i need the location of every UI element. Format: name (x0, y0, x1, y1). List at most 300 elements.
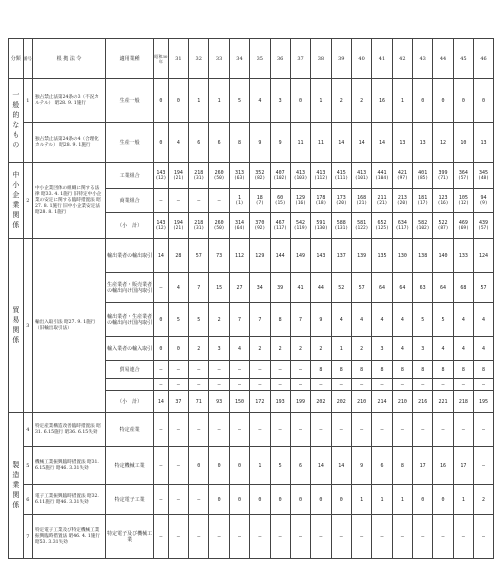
value-count: 93 (216, 398, 223, 405)
year-value (433, 413, 453, 447)
value-count: — (197, 197, 201, 204)
year-value (168, 337, 188, 361)
value-count: 0 (278, 496, 282, 503)
value-count: 1 (197, 97, 201, 104)
year-value (453, 485, 473, 515)
value-count: 413 (357, 169, 367, 176)
value-count: — (197, 496, 201, 503)
header-year: 37 (290, 39, 310, 79)
value-count: 439 (479, 219, 489, 226)
year-value (250, 447, 270, 485)
year-value (474, 79, 494, 123)
value-count: 591 (316, 219, 326, 226)
value-count: 1 (400, 496, 404, 503)
value-count: 57 (480, 284, 487, 291)
year-value (372, 413, 392, 447)
value-count: 1 (360, 496, 364, 503)
year-value (290, 79, 310, 123)
year-value (331, 79, 351, 123)
value-count: 5 (197, 316, 201, 323)
year-value (189, 303, 209, 337)
value-count: — (258, 381, 262, 388)
year-value (392, 337, 412, 361)
value-count: — (441, 426, 445, 433)
value-count: — (176, 381, 180, 388)
year-value (290, 163, 310, 189)
value-count: — (441, 381, 445, 388)
value-count: 12 (440, 139, 447, 146)
year-value (209, 303, 229, 337)
value-count: — (441, 533, 445, 540)
value-subcount: (101) (354, 175, 369, 181)
year-value (413, 189, 433, 213)
year-value (270, 189, 290, 213)
year-value (372, 515, 392, 559)
value-count: 52 (338, 284, 345, 291)
value-count: — (421, 381, 425, 388)
year-value (290, 273, 310, 303)
year-value (413, 273, 433, 303)
value-count: 0 (482, 97, 486, 104)
year-value (351, 361, 371, 379)
year-value (270, 303, 290, 337)
year-value (311, 273, 331, 303)
year-value (433, 337, 453, 361)
value-count: — (319, 381, 323, 388)
value-count: 181 (418, 194, 428, 201)
header-year: 34 (229, 39, 249, 79)
year-value (372, 273, 392, 303)
value-count: — (482, 462, 486, 469)
value-count: 8 (380, 366, 384, 373)
year-value (413, 361, 433, 379)
year-value (392, 485, 412, 515)
value-count: — (237, 533, 241, 540)
year-value (331, 163, 351, 189)
year-value (351, 391, 371, 413)
year-value (290, 485, 310, 515)
industry-type: 商業組合 (106, 189, 154, 213)
value-count: 218 (194, 219, 204, 226)
industry-type: （小 計） (106, 391, 154, 413)
value-count: — (482, 381, 486, 388)
year-value (413, 447, 433, 485)
value-count: 8 (237, 139, 241, 146)
value-count: 71 (195, 398, 202, 405)
value-count: — (380, 533, 384, 540)
value-count: 41 (297, 284, 304, 291)
year-value (168, 515, 188, 559)
value-count: — (159, 197, 163, 204)
value-count: 4 (258, 97, 262, 104)
year-value (209, 391, 229, 413)
year-value (413, 413, 433, 447)
year-value (209, 361, 229, 379)
value-count: 415 (336, 169, 346, 176)
year-value (189, 337, 209, 361)
year-value (189, 273, 209, 303)
year-value (311, 413, 331, 447)
year-value (392, 413, 412, 447)
value-count: 172 (255, 398, 265, 405)
year-value (229, 79, 249, 123)
value-subcount: (69) (457, 225, 469, 231)
law-reference: 特定電子工業及び特定機械工業振興臨時措置法 昭46. 4. 1施行 昭53. 3.31失効 (33, 515, 106, 559)
value-count: — (237, 426, 241, 433)
year-value (209, 485, 229, 515)
value-count: 68 (460, 284, 467, 291)
year-value (229, 413, 249, 447)
value-count: 441 (377, 169, 387, 176)
value-count: 5 (237, 97, 241, 104)
year-value (331, 239, 351, 273)
header-year: 40 (351, 39, 371, 79)
year-value (453, 361, 473, 379)
value-count: — (217, 366, 221, 373)
value-count: 168 (357, 194, 367, 201)
value-count: 2 (360, 97, 364, 104)
year-value (474, 123, 494, 163)
year-value (433, 485, 453, 515)
year-value (229, 515, 249, 559)
value-count: 7 (299, 316, 303, 323)
law-number: 7 (23, 515, 32, 559)
value-count: 194 (173, 219, 183, 226)
value-count: 129 (296, 194, 306, 201)
year-value (311, 123, 331, 163)
year-value (372, 447, 392, 485)
value-count: 3 (278, 97, 282, 104)
year-value (189, 361, 209, 379)
value-count: 364 (458, 169, 468, 176)
year-value (453, 213, 473, 239)
year-value (189, 123, 209, 163)
value-count: — (159, 284, 163, 291)
year-value (392, 391, 412, 413)
year-value (351, 485, 371, 515)
value-subcount: (20) (396, 200, 408, 206)
year-value (392, 379, 412, 391)
year-value (331, 273, 351, 303)
cartel-statistics-table (8, 38, 494, 559)
year-value (351, 163, 371, 189)
year-value (250, 189, 270, 213)
year-value (229, 163, 249, 189)
value-count: 60 (277, 194, 284, 201)
value-subcount: (130) (314, 225, 328, 231)
year-value (250, 361, 270, 379)
value-count: 202 (336, 398, 346, 405)
value-count: 0 (258, 496, 262, 503)
value-count: 467 (275, 219, 285, 226)
year-value (453, 413, 473, 447)
year-value (189, 163, 209, 189)
value-count: 63 (419, 284, 426, 291)
industry-type: 生産一般 (106, 79, 154, 123)
table-header (9, 39, 494, 79)
value-count: 149 (296, 252, 306, 259)
year-value (372, 79, 392, 123)
year-value (189, 515, 209, 559)
value-count: 0 (159, 316, 163, 323)
value-subcount: (31) (193, 175, 205, 181)
header-year: 昭和30年 (154, 39, 169, 79)
header-category: 分類 (9, 39, 24, 79)
year-value (413, 485, 433, 515)
year-value (209, 379, 229, 391)
year-value (189, 447, 209, 485)
value-subcount: (82) (254, 175, 266, 181)
year-value (351, 189, 371, 213)
value-count: 11 (317, 139, 324, 146)
value-count: 421 (397, 169, 407, 176)
value-count: 8 (400, 366, 404, 373)
year-value (154, 391, 169, 413)
value-count: 5 (278, 462, 282, 469)
year-value (372, 163, 392, 189)
value-count: 112 (234, 252, 244, 259)
year-value (372, 361, 392, 379)
law-number (23, 123, 32, 163)
year-value (331, 413, 351, 447)
year-value (189, 213, 209, 239)
year-value (392, 515, 412, 559)
value-count: 0 (319, 496, 323, 503)
value-count: — (258, 426, 262, 433)
value-count: 5 (441, 316, 445, 323)
value-count: 14 (157, 252, 164, 259)
header-row (9, 39, 494, 79)
value-count: 260 (214, 219, 224, 226)
year-value (351, 515, 371, 559)
value-count: — (319, 426, 323, 433)
value-count: 17 (460, 462, 467, 469)
law-reference: 独占禁止法第24条の3（不況カルテル） 昭28. 9. 1施行 (33, 79, 106, 123)
value-count: 345 (479, 169, 489, 176)
header-year: 41 (372, 39, 392, 79)
year-value (209, 79, 229, 123)
value-count: 195 (479, 398, 489, 405)
value-count: 178 (316, 194, 326, 201)
year-value (474, 515, 494, 559)
value-count: 352 (255, 169, 265, 176)
year-value (372, 239, 392, 273)
law-reference: 機械工業振興臨時措置法 昭31. 6.15施行 昭46. 3.31失効 (33, 447, 106, 485)
value-count: 143 (156, 169, 166, 176)
value-count: 0 (441, 97, 445, 104)
value-count: 314 (234, 219, 244, 226)
value-count: 1 (461, 496, 465, 503)
year-value (413, 303, 433, 337)
year-value (413, 379, 433, 391)
year-value (229, 337, 249, 361)
value-count: 0 (441, 496, 445, 503)
value-count: 399 (438, 169, 448, 176)
value-count: 37 (175, 398, 182, 405)
value-subcount: (112) (314, 175, 328, 181)
year-value (154, 447, 169, 485)
value-count: 588 (336, 219, 346, 226)
year-value (413, 515, 433, 559)
value-count: 15 (216, 284, 223, 291)
value-count: 8 (441, 366, 445, 373)
value-count: 17 (419, 462, 426, 469)
header-year: 39 (331, 39, 351, 79)
category-label: 中小企業関係 (9, 163, 24, 239)
value-count: 9 (278, 139, 282, 146)
year-value (453, 337, 473, 361)
value-count: 3 (380, 345, 384, 352)
year-value (433, 515, 453, 559)
year-value (154, 413, 169, 447)
year-value (290, 213, 310, 239)
header-year: 36 (270, 39, 290, 79)
law-number: 3 (23, 239, 32, 413)
year-value (311, 189, 331, 213)
year-value (270, 273, 290, 303)
year-value (453, 273, 473, 303)
industry-type: 工業組合 (106, 163, 154, 189)
year-value (209, 163, 229, 189)
value-count: 370 (255, 219, 265, 226)
year-value (209, 447, 229, 485)
value-count: — (197, 533, 201, 540)
value-count: 123 (438, 194, 448, 201)
value-count: — (482, 533, 486, 540)
value-count: 4 (176, 139, 180, 146)
value-count: — (461, 381, 465, 388)
value-count: 18 (256, 194, 263, 201)
value-count: 124 (479, 252, 489, 259)
value-subcount: (87) (437, 225, 449, 231)
value-count: 4 (339, 316, 343, 323)
year-value (392, 361, 412, 379)
law-number: 6 (23, 485, 32, 515)
year-value (474, 189, 494, 213)
value-count: 0 (421, 496, 425, 503)
year-value (250, 515, 270, 559)
year-value (331, 123, 351, 163)
year-value (311, 163, 331, 189)
year-value (311, 337, 331, 361)
value-count: — (461, 426, 465, 433)
value-subcount: (92) (254, 225, 266, 231)
value-count: 8 (339, 366, 343, 373)
value-count: — (421, 426, 425, 433)
value-count: — (217, 197, 221, 204)
year-value (154, 379, 169, 391)
law-reference: 特定産業構造改善臨時措置法 昭31. 6.15施行 昭36. 6.15失効 (33, 413, 106, 447)
value-count: — (176, 462, 180, 469)
value-count: 0 (421, 97, 425, 104)
value-count: 2 (278, 345, 282, 352)
year-value (154, 485, 169, 515)
year-value (250, 213, 270, 239)
year-value (229, 361, 249, 379)
year-value (392, 447, 412, 485)
value-count: 105 (458, 194, 468, 201)
value-count: — (159, 381, 163, 388)
year-value (154, 239, 169, 273)
value-subcount: (16) (295, 200, 306, 206)
industry-type: 貿易連合 (106, 361, 154, 379)
value-count: 16 (440, 462, 447, 469)
value-count: 8 (360, 366, 364, 373)
year-value (290, 413, 310, 447)
value-count: 130 (397, 252, 407, 259)
year-value (154, 303, 169, 337)
value-count: 7 (197, 284, 201, 291)
year-value (392, 239, 412, 273)
year-value (433, 273, 453, 303)
table-row (9, 515, 494, 559)
year-value (270, 337, 290, 361)
year-value (270, 239, 290, 273)
year-value (250, 337, 270, 361)
year-value (168, 379, 188, 391)
year-value (351, 413, 371, 447)
value-subcount: (20) (335, 200, 347, 206)
year-value (433, 303, 453, 337)
value-count: 11 (297, 139, 304, 146)
value-count: 216 (418, 398, 428, 405)
year-value (229, 239, 249, 273)
year-value (433, 189, 453, 213)
year-value (270, 391, 290, 413)
value-subcount: (104) (375, 175, 389, 181)
value-count: 6 (197, 139, 201, 146)
value-subcount: (18) (315, 200, 327, 206)
table-body (9, 79, 494, 559)
value-count: 57 (358, 284, 365, 291)
value-count: — (197, 426, 201, 433)
value-subcount: (7) (255, 200, 264, 206)
value-subcount: (125) (375, 225, 389, 231)
year-value (351, 273, 371, 303)
value-count: — (482, 426, 486, 433)
value-count: 401 (418, 169, 428, 176)
value-count: 0 (217, 462, 221, 469)
year-value (433, 391, 453, 413)
value-count: 4 (482, 345, 486, 352)
category-label: 貿易関係 (9, 239, 24, 413)
value-count: 34 (256, 284, 263, 291)
value-subcount: (111) (334, 175, 349, 181)
value-count: — (278, 381, 282, 388)
law-number: 1 (23, 79, 32, 123)
value-count: — (360, 533, 364, 540)
value-count: 28 (175, 252, 182, 259)
value-count: — (319, 533, 323, 540)
value-count: 8 (400, 462, 404, 469)
year-value (311, 515, 331, 559)
value-count: 44 (317, 284, 324, 291)
value-count: 0 (461, 97, 465, 104)
year-value (331, 361, 351, 379)
table-row (9, 447, 494, 485)
value-count: 139 (357, 252, 367, 259)
year-value (270, 123, 290, 163)
header-year: 33 (209, 39, 229, 79)
value-count: 8 (482, 366, 486, 373)
year-value (168, 163, 188, 189)
value-count: 57 (195, 252, 202, 259)
value-count: 7 (237, 316, 241, 323)
value-count: 4 (482, 316, 486, 323)
value-subcount: (12) (457, 200, 469, 206)
law-reference: 電子工業振興臨時措置法 昭32. 6.11施行 昭46. 3.31失効 (33, 485, 106, 515)
value-subcount: (57) (457, 175, 469, 181)
